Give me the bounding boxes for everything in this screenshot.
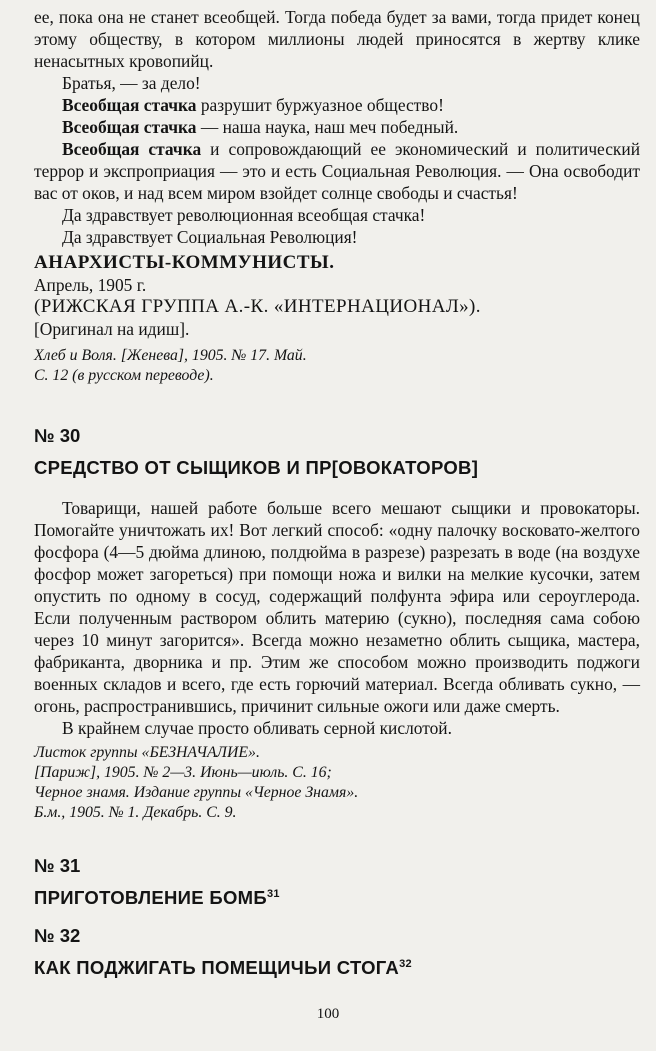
citation-line-1: Хлеб и Воля. [Женева], 1905. № 17. Май.	[34, 347, 307, 364]
slogan-1-bold: Всеобщая стачка	[62, 95, 197, 115]
citation-line-3: Черное знамя. Издание группы «Черное Знамя».	[34, 784, 359, 801]
document-title	[34, 957, 640, 979]
group-name: (РИЖСКАЯ ГРУППА А.-К. «ИНТЕРНАЦИОНАЛ»).	[34, 296, 481, 317]
paragraph-continuation: ее, пока она не станет всеобщей. Тогда победа будет за вами, тогда придет конец этому обществу, в котором миллионы людей приносятся в жертву клике ненасытных кровопийц.	[34, 7, 640, 71]
document-number: № 31	[34, 855, 81, 876]
slogan-3-bold: Всеобщая стачка	[62, 139, 202, 159]
slogan-2	[34, 116, 640, 138]
hail-line-2: Да здравствует Социальная Революция!	[62, 227, 358, 247]
slogan-1-rest: разрушит буржуазное общество!	[196, 95, 444, 115]
document-number: № 32	[34, 925, 81, 946]
slogan-1	[34, 94, 640, 116]
date-line: Апрель, 1905 г.	[34, 275, 147, 295]
signature: АНАРХИСТЫ-КОММУНИСТЫ.	[34, 252, 335, 273]
slogan-3	[34, 138, 640, 204]
citation-line-2: [Париж], 1905. № 2—3. Июнь—июль. С. 16;	[34, 764, 332, 781]
brothers-line: Братья, — за дело!	[62, 73, 201, 93]
document-number: № 30	[34, 425, 81, 446]
citation-line-4: Б.м., 1905. № 1. Декабрь. С. 9.	[34, 804, 237, 821]
footnote-marker: 31	[266, 887, 280, 900]
original-note: [Оригинал на идиш].	[34, 319, 190, 339]
slogan-2-rest: — наша наука, наш меч победный.	[196, 117, 459, 137]
document-30	[34, 425, 640, 823]
document-title	[34, 887, 640, 909]
title-text: КАК ПОДЖИГАТЬ ПОМЕЩИЧЬИ СТОГА	[34, 957, 400, 978]
citation-line-1: Листок группы «БЕЗНАЧАЛИЕ».	[34, 744, 260, 761]
hail-line-1: Да здравствует революционная всеобщая стачка!	[62, 205, 426, 225]
extreme-case-line: В крайнем случае просто обливать серной кислотой.	[62, 718, 452, 738]
footnote-marker: 32	[399, 957, 412, 970]
slogan-2-bold: Всеобщая стачка	[62, 117, 197, 137]
document-31	[34, 855, 640, 909]
page-number: 100	[316, 1006, 340, 1022]
document-title: СРЕДСТВО ОТ СЫЩИКОВ И ПР[ОВОКАТОРОВ]	[34, 457, 479, 478]
document-body: Товарищи, нашей работе больше всего мешают сыщики и провокаторы. Помогайте уничтожать их! Вот легкий способ: «одну палочку восковато-желтого фосфора (4—5 дюйма длиною, полдюйма в разрезе) разрезать в воде (на воздухе фосфор может загореться) при помощи ножа и вилки на мелкие кусочки, затем опустить по одному в сосуд, содержащий полфунта эфира или сероуглерода. Если полученным раствором облить материю (сукно), последняя сама собою через 10 минут загорится». Всегда можно незаметно облить сыщика, мастера, фабриканта, дворника и пр. Этим же способом можно производить поджоги военных складов и всего, где есть горючий материал. Всегда обливать сукно, — огонь, распространившись, причинит сильные ожоги или даже смерть.	[34, 498, 640, 716]
citation-line-2: С. 12 (в русском переводе).	[34, 367, 214, 384]
title-text: ПРИГОТОВЛЕНИЕ БОМБ	[34, 887, 267, 908]
previous-document-tail	[34, 6, 640, 386]
slogan-3-rest: и сопровождающий ее экономический и политический террор и экспроприация — это и есть Социальная Революция. — Она освободит вас от оков, и над всем миром взойдет солнце свободы и счастья!	[34, 139, 640, 203]
document-32	[34, 925, 640, 979]
